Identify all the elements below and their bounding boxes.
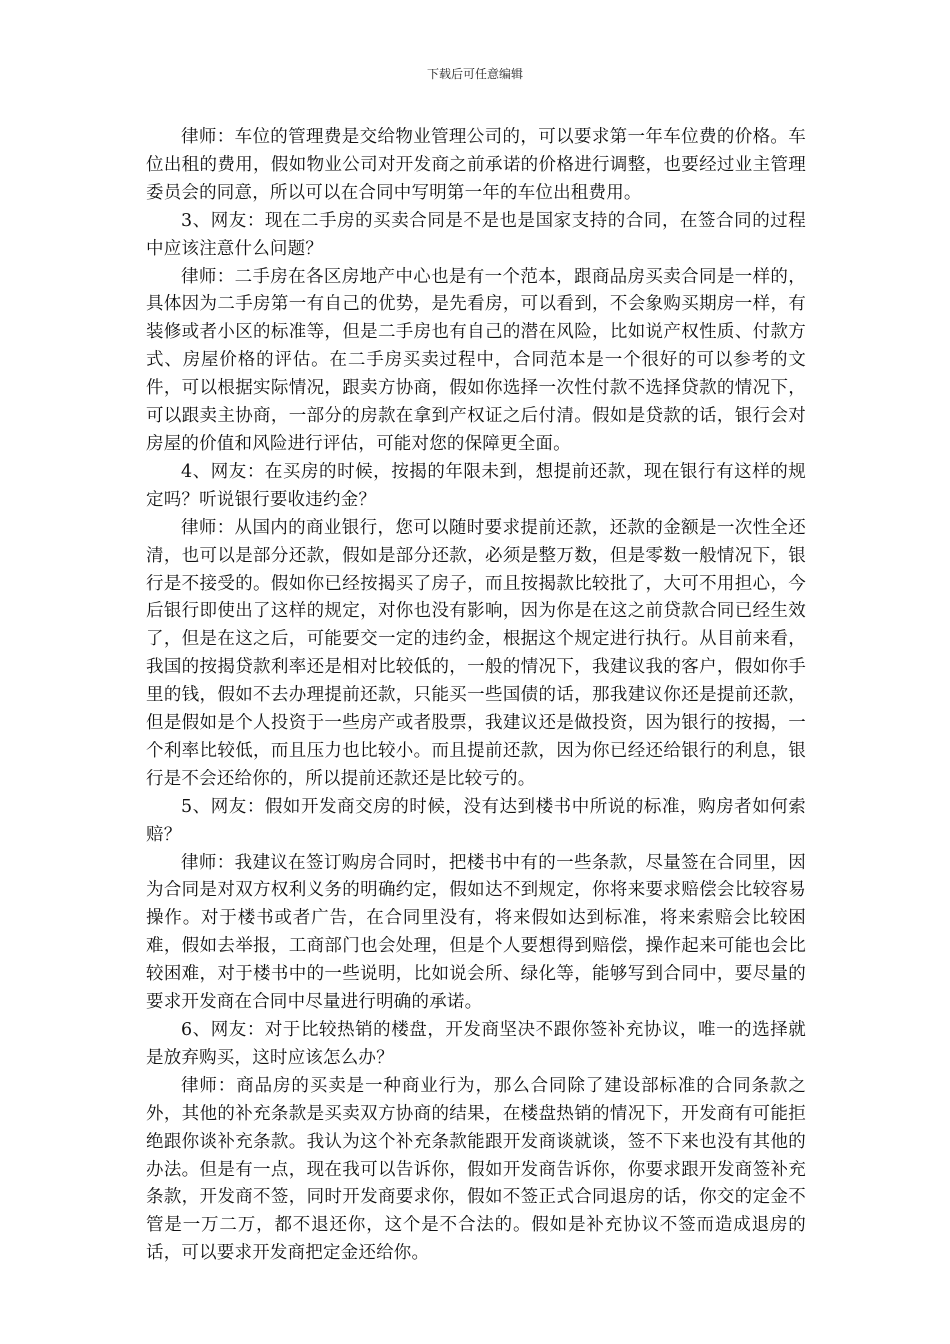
answer-paragraph: 律师：商品房的买卖是一种商业行为，那么合同除了建设部标准的合同条款之外，其他的补充条款是买卖双方协商的结果，在楼盘热销的情况下，开发商有可能拒绝跟你谈补充条款。我认为这个补充条款能跟开发商谈就谈，签不下来也没有其他的办法。但是有一点，现在我可以告诉你，假如开发商告诉你，你要求跟开发商签补充条款，开发商不签，同时开发商要求你，假如不签正式合同退房的话，你交的定金不管是一万二万，都不退还你，这个是不合法的。假如是补充协议不签而造成退房的话，可以要求开发商把定金还给你。 [146, 1075, 806, 1264]
question-paragraph: 3、网友：现在二手房的买卖合同是不是也是国家支持的合同，在签合同的过程中应该注意什么问题？ [146, 210, 806, 259]
document-body [146, 124, 806, 1268]
page-header: 下载后可任意编辑 [426, 67, 523, 81]
question-paragraph: 4、网友：在买房的时候，按揭的年限未到，想提前还款，现在银行有这样的规定吗？听说银行要收违约金？ [146, 461, 806, 510]
answer-paragraph: 律师：我建议在签订购房合同时，把楼书中有的一些条款，尽量签在合同里，因为合同是对双方权利义务的明确约定，假如达不到规定，你将来要求赔偿会比较容易操作。对于楼书或者广告，在合同里没有，将来假如达到标准，将来索赔会比较困难，假如去举报，工商部门也会处理，但是个人要想得到赔偿，操作起来可能也会比较困难，对于楼书中的一些说明，比如说会所、绿化等，能够写到合同中，要尽量的要求开发商在合同中尽量进行明确的承诺。 [146, 852, 806, 1013]
question-paragraph: 5、网友：假如开发商交房的时候，没有达到楼书中所说的标准，购房者如何索赔？ [146, 796, 806, 845]
question-paragraph: 6、网友：对于比较热销的楼盘，开发商坚决不跟你签补充协议，唯一的选择就是放弃购买，这时应该怎么办？ [146, 1020, 806, 1068]
answer-paragraph: 律师：二手房在各区房地产中心也是有一个范本，跟商品房买卖合同是一样的，具体因为二手房第一有自己的优势，是先看房，可以看到，不会象购买期房一样，有装修或者小区的标准等，但是二手房也有自己的潜在风险，比如说产权性质、付款方式、房屋价格的评估。在二手房买卖过程中，合同范本是一个很好的可以参考的文件，可以根据实际情况，跟卖方协商，假如你选择一次性付款不选择贷款的情况下，可以跟卖主协商，一部分的房款在拿到产权证之后付清。假如是贷款的话，银行会对房屋的价值和风险进行评估，可能对您的保障更全面。 [146, 266, 806, 454]
answer-paragraph: 律师：车位的管理费是交给物业管理公司的，可以要求第一年车位费的价格。车位出租的费用，假如物业公司对开发商之前承诺的价格进行调整，也要经过业主管理委员会的同意，所以可以在合同中写明第一年的车位出租费用。 [146, 127, 806, 203]
answer-paragraph: 律师：从国内的商业银行，您可以随时要求提前还款，还款的金额是一次性全还清，也可以是部分还款，假如是部分还款，必须是整万数，但是零数一般情况下，银行是不接受的。假如你已经按揭买了房子，而且按揭款比较批了，大可不用担心，今后银行即使出了这样的规定，对你也没有影响，因为你是在这之前贷款合同已经生效了，但是在这之后，可能要交一定的违约金，根据这个规定进行执行。从目前来看，我国的按揭贷款利率还是相对比较低的，一般的情况下，我建议我的客户，假如你手里的钱，假如不去办理提前还款，只能买一些国债的话，那我建议你还是提前还款，但是假如是个人投资于一些房产或者股票，我建议还是做投资，因为银行的按揭，一个利率比较低，而且压力也比较小。而且提前还款，因为你已经还给银行的利息，银行是不会还给你的，所以提前还款还是比较亏的。 [146, 517, 806, 789]
